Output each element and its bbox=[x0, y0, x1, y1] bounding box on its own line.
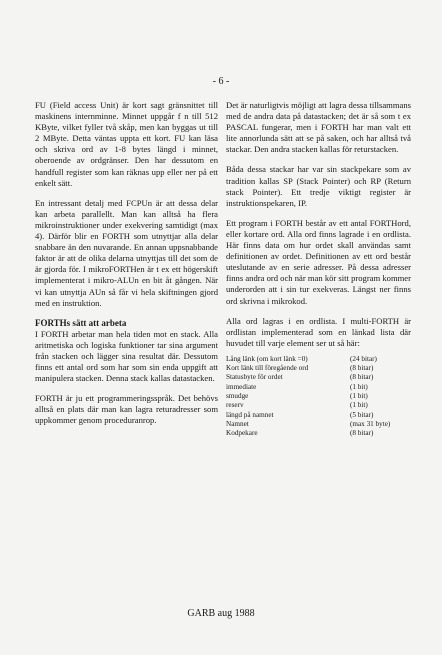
table-row bbox=[226, 401, 404, 410]
section-forth-working bbox=[35, 318, 218, 427]
left-column bbox=[35, 100, 218, 436]
field-name: Namnet bbox=[226, 419, 249, 428]
field-name: immediate bbox=[226, 382, 257, 391]
field-name: reserv bbox=[226, 401, 244, 410]
table-row bbox=[226, 429, 404, 438]
field-size: (1 bit) bbox=[350, 401, 368, 410]
field-name: längd på namnet bbox=[226, 410, 274, 419]
field-name: smudge bbox=[226, 392, 249, 401]
paragraph-stack-pointers: Båda dessa stackar har var sin stackpekare som av tradition kallas SP (Stack Pointer) och RP (Return stack Pointer). Ett tredje viktigt register är instruktionspekaren, IP. bbox=[226, 164, 411, 208]
page-number: - 6 - bbox=[212, 76, 230, 87]
word-header-table bbox=[226, 355, 404, 439]
field-size: (5 bitar) bbox=[350, 410, 374, 419]
field-size: (8 bitar) bbox=[350, 429, 374, 438]
paragraph-word-list: Alla ord lagras i en ordlista. I multi-FORTH är ordlistan implementerad som en länkad lista där huvudet till varje element ser ut så här: bbox=[226, 315, 411, 348]
field-name: Kodpekare bbox=[226, 429, 258, 438]
field-name: Kort länk till föregående ord bbox=[226, 364, 309, 373]
field-size: (8 bitar) bbox=[350, 373, 374, 382]
field-size: (1 bit) bbox=[350, 392, 368, 401]
table-row bbox=[226, 411, 404, 420]
paragraph-fcpu-parallel: En intressant detalj med FCPUn är att dessa delar kan arbeta parallellt. Man kan alltså ha flera mikroinstruktioner under exekvering samtidigt (max 4). Därför blir en FORTH som utnyttjar alla delar snabbare än den nuvarande. En annan uppsnabbande faktor är att de olika delarna utnyttjas till det som de är gjorda för. I mikroFORTHen är t ex ett högerskift implementerat i mikro-ALUn en bit åt gången. När vi kan utnyttja AUn så får vi hela skiftningen gjord med en instruktion. bbox=[35, 197, 218, 308]
table-row bbox=[226, 355, 404, 364]
paragraph-forth-words: Ett program i FORTH består av ett antal FORTHord, eller kortare ord. Alla ord finns lagrade i en ordlista. Här finns data om hur ordet skall användas samt definitionen av ordet. Definitionen av ett ord består uteslutande av en serie adresser. På dessa adresser finns andra ord och när man kör sitt program kommer underorden att i sin tur exekveras. Längst ner finns ord skrivna i mikrokod. bbox=[226, 217, 411, 306]
field-size: (max 31 byte) bbox=[350, 419, 391, 428]
paragraph-field-access-unit: FU (Field access Unit) är kort sagt gränsnittet till maskinens internminne. Minnet uppgår f n till 512 KByte, vilket fyller två skåp, men kan byggas ut till 2 MByte. Detta väntas uppta ett kort. FU kan läsa och skriva ord av 1-8 bytes längd i minnet, oberoende av ordgränser. Den har dessutom en handfull register som kan räknas upp eller ner på ett enkelt sätt. bbox=[35, 100, 218, 188]
paragraph-data-stack: I FORTH arbetar man hela tiden mot en stack. Alla aritmetiska och logiska funktioner tar sina argument från stacken och lägger sina resultat där. Dessutom finns ett antal ord som har som sin enda uppgift att manipulera stacken. Denna stack kallas datastacken. bbox=[35, 328, 218, 384]
table-row bbox=[226, 383, 404, 392]
field-size: (8 bitar) bbox=[350, 364, 374, 373]
paragraph-return-stack: Det är naturligtvis möjligt att lagra dessa tillsammans med de andra data på datastacken; det är så som t ex PASCAL fungerar, men i FORTH har man valt ett lite annorlunda sätt att se på saken, och har alltså två stackar. Den andra stacken kallas för returstacken. bbox=[226, 100, 411, 155]
section-heading: FORTHs sätt att arbeta bbox=[35, 317, 127, 328]
field-name: Lång länk (om kort länk =0) bbox=[226, 354, 308, 363]
paragraph-return-addresses: FORTH är ju ett programmeringsspråk. Det behövs alltså en plats där man kan lagra returadresser som uppkommer genom proceduranrop. bbox=[35, 393, 218, 426]
table-row bbox=[226, 364, 404, 373]
field-size: (1 bit) bbox=[350, 382, 368, 391]
right-column bbox=[226, 100, 411, 439]
field-name: Statusbyte för ordet bbox=[226, 373, 283, 382]
footer-issue: GARB aug 1988 bbox=[187, 608, 255, 619]
table-row bbox=[226, 420, 404, 429]
table-row bbox=[226, 392, 404, 401]
table-row bbox=[226, 373, 404, 382]
field-size: (24 bitar) bbox=[350, 354, 377, 363]
